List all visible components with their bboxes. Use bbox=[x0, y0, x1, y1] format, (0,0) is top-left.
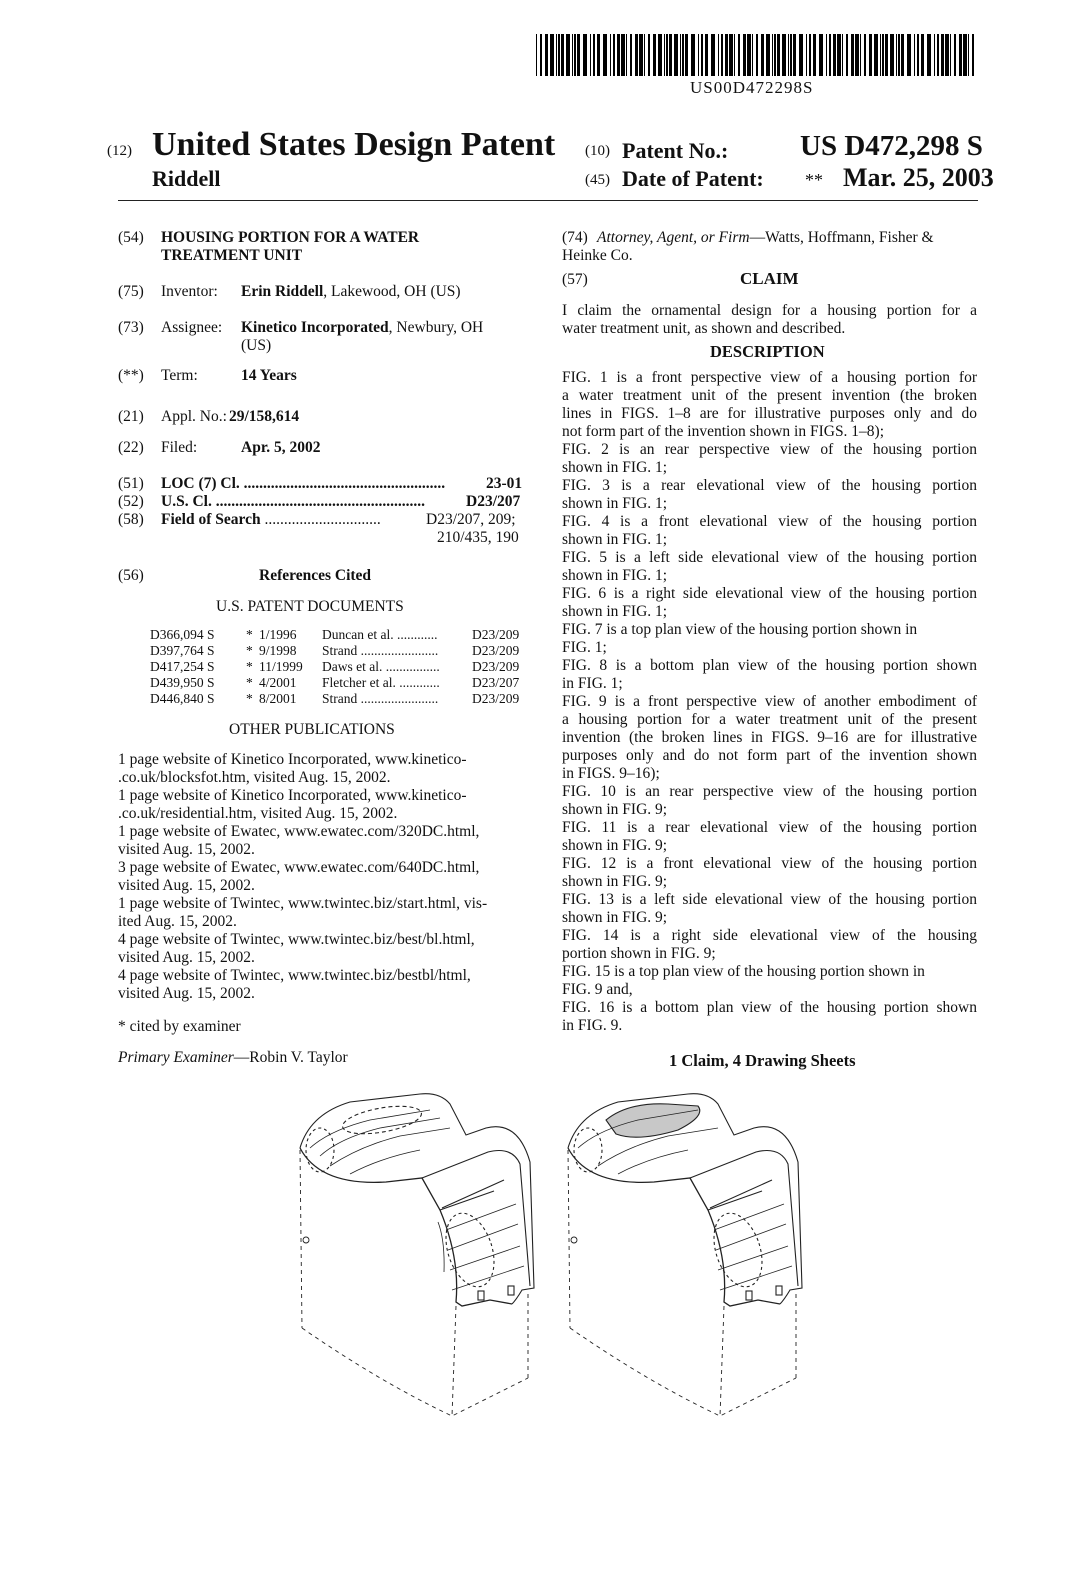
description-line: FIG. 6 is a right side elevational view of the housing portion bbox=[562, 585, 977, 602]
ref-num: D417,254 S bbox=[150, 659, 215, 674]
attorney-label: Attorney, Agent, or Firm bbox=[597, 229, 750, 246]
ref-star: * bbox=[246, 691, 253, 706]
code-45: (45) bbox=[585, 172, 610, 188]
ref-name: Strand ....................... bbox=[322, 691, 439, 706]
inventor-entry bbox=[241, 283, 461, 301]
other-publications-title: OTHER PUBLICATIONS bbox=[229, 721, 395, 738]
loc-cl-label: LOC (7) Cl. .................................................... bbox=[161, 475, 446, 492]
filed-value: Apr. 5, 2002 bbox=[241, 439, 321, 456]
description-line: FIG. 14 is a right side elevational view of the housing bbox=[562, 927, 977, 944]
description-line: shown in FIG. 9; bbox=[562, 801, 668, 818]
code-12: (12) bbox=[107, 143, 132, 159]
primary-examiner-name: —Robin V. Taylor bbox=[233, 1049, 348, 1066]
publication-line: 1 page website of Ewatec, www.ewatec.com/320DC.html, bbox=[118, 823, 480, 840]
ref-star: * bbox=[246, 659, 253, 674]
description-line: in FIGS. 9–16); bbox=[562, 765, 660, 782]
description-line: shown in FIG. 1; bbox=[562, 459, 668, 476]
patent-no-label: Patent No.: bbox=[622, 138, 729, 163]
assignee-label: Assignee: bbox=[161, 319, 223, 336]
field-of-search-value: D23/207, 209; bbox=[426, 511, 516, 528]
field-of-search bbox=[161, 511, 423, 529]
term-label: Term: bbox=[161, 367, 198, 384]
publication-line: 1 page website of Kinetico Incorporated, www.kinetico- bbox=[118, 751, 467, 768]
figure-front-perspective bbox=[300, 1094, 534, 1416]
references-cited-title: References Cited bbox=[259, 567, 372, 584]
description-title: DESCRIPTION bbox=[710, 342, 825, 361]
attorney-value: —Watts, Hoffmann, Fisher & bbox=[749, 229, 934, 246]
description-line: portion shown in FIG. 9; bbox=[562, 945, 716, 962]
description-line: a housing portion for a water treatment unit of the present bbox=[562, 711, 977, 728]
description-line: shown in FIG. 1; bbox=[562, 567, 668, 584]
title-line-2: TREATMENT UNIT bbox=[161, 247, 303, 264]
ref-date: 8/2001 bbox=[259, 691, 297, 706]
ref-cls: D23/209 bbox=[472, 659, 520, 674]
claim-text-2: water treatment unit, as shown and described. bbox=[562, 320, 846, 337]
ref-cls: D23/209 bbox=[472, 691, 520, 706]
term-code: (**) bbox=[118, 367, 144, 384]
ref-date: 4/2001 bbox=[259, 675, 297, 690]
ref-date: 1/1996 bbox=[259, 627, 297, 642]
field-52-code: (52) bbox=[118, 493, 144, 510]
publication-line: visited Aug. 15, 2002. bbox=[118, 841, 255, 858]
description-line: FIG. 7 is a top plan view of the housing portion shown in bbox=[562, 621, 918, 638]
field-73-code: (73) bbox=[118, 319, 144, 336]
field-22-code: (22) bbox=[118, 439, 144, 456]
description-line: purposes only and do not form part of the invention shown bbox=[562, 747, 977, 764]
publication-line: 4 page website of Twintec, www.twintec.biz/best/bl.html, bbox=[118, 931, 475, 948]
ref-name: Duncan et al. ............ bbox=[322, 627, 438, 642]
publication-line: visited Aug. 15, 2002. bbox=[118, 949, 255, 966]
claim-text-1: I claim the ornamental design for a housing portion for a bbox=[562, 302, 977, 319]
ref-name: Daws et al. ................ bbox=[322, 659, 440, 674]
title-line-1: HOUSING PORTION FOR A WATER bbox=[161, 229, 420, 246]
header-rule bbox=[118, 200, 978, 201]
ref-star: * bbox=[246, 627, 253, 642]
description-line: shown in FIG. 1; bbox=[562, 531, 668, 548]
ref-date: 9/1998 bbox=[259, 643, 297, 658]
us-patent-documents-title: U.S. PATENT DOCUMENTS bbox=[216, 598, 404, 615]
ref-name: Fletcher et al. ............ bbox=[322, 675, 440, 690]
description-line: FIG. 2 is an rear perspective view of the housing portion bbox=[562, 441, 977, 458]
term-value: 14 Years bbox=[241, 367, 297, 384]
ref-num: D366,094 S bbox=[150, 627, 215, 642]
description-line: FIG. 15 is a top plan view of the housing portion shown in bbox=[562, 963, 925, 980]
description-line: FIG. 1; bbox=[562, 639, 607, 656]
ref-cls: D23/209 bbox=[472, 643, 520, 658]
barcode bbox=[536, 34, 978, 76]
field-58-code: (58) bbox=[118, 511, 144, 528]
appl-no-label: Appl. No.: bbox=[161, 408, 227, 425]
description-line: FIG. 3 is a rear elevational view of the housing portion bbox=[562, 477, 977, 494]
field-75-code: (75) bbox=[118, 283, 144, 300]
description-line: shown in FIG. 9; bbox=[562, 873, 668, 890]
ref-num: D446,840 S bbox=[150, 691, 215, 706]
ref-num: D397,764 S bbox=[150, 643, 215, 658]
description-line: in FIG. 9. bbox=[562, 1017, 623, 1034]
description-line: FIG. 9 and, bbox=[562, 981, 633, 998]
description-line: FIG. 4 is a front elevational view of the housing portion bbox=[562, 513, 977, 530]
field-51-code: (51) bbox=[118, 475, 144, 492]
description-line: FIG. 1 is a front perspective view of a housing portion for bbox=[562, 369, 977, 386]
description-line: FIG. 5 is a left side elevational view of the housing portion bbox=[562, 549, 977, 566]
field-of-search-value-2: 210/435, 190 bbox=[437, 529, 519, 546]
publication-line: ited Aug. 15, 2002. bbox=[118, 913, 237, 930]
description-line: FIG. 16 is a bottom plan view of the housing portion shown bbox=[562, 999, 977, 1016]
description-line: not form part of the invention shown in FIGS. 1–8); bbox=[562, 423, 885, 440]
attorney-value-2: Heinke Co. bbox=[562, 247, 633, 264]
inventor-label: Inventor: bbox=[161, 283, 218, 300]
description-line: shown in FIG. 9; bbox=[562, 837, 668, 854]
date-label: Date of Patent: bbox=[622, 166, 764, 191]
inventor-name: Erin Riddell bbox=[241, 283, 324, 300]
description-line: shown in FIG. 9; bbox=[562, 909, 668, 926]
ref-cls: D23/209 bbox=[472, 627, 520, 642]
field-of-search-dots: .............................. bbox=[260, 511, 381, 528]
ref-num: D439,950 S bbox=[150, 675, 215, 690]
ref-star: * bbox=[246, 643, 253, 658]
ref-cls: D23/207 bbox=[472, 675, 520, 690]
claims-summary: 1 Claim, 4 Drawing Sheets bbox=[669, 1051, 856, 1070]
ref-star: * bbox=[246, 675, 253, 690]
description-line: invention (the broken lines in FIGS. 9–16 are for illustrative bbox=[562, 729, 977, 746]
other-publications-list bbox=[118, 751, 530, 1003]
date-mark: ** bbox=[805, 170, 823, 190]
us-cl-value: D23/207 bbox=[466, 493, 521, 510]
description-line: FIG. 8 is a bottom plan view of the housing portion shown bbox=[562, 657, 977, 674]
inventor-location: , Lakewood, OH (US) bbox=[323, 283, 461, 300]
field-of-search-label: Field of Search bbox=[161, 511, 261, 528]
claim-title: CLAIM bbox=[740, 269, 799, 288]
description-line: lines in FIGS. 1–8 are for illustrative purposes only and do bbox=[562, 405, 977, 422]
ref-date: 11/1999 bbox=[259, 659, 303, 674]
figure-drawings bbox=[290, 1090, 850, 1430]
publication-line: 3 page website of Ewatec, www.ewatec.com/640DC.html, bbox=[118, 859, 480, 876]
publication-line: 1 page website of Twintec, www.twintec.biz/start.html, vis- bbox=[118, 895, 488, 912]
figure-alternate-perspective bbox=[568, 1094, 802, 1416]
field-57-code: (57) bbox=[562, 271, 588, 288]
description-line: shown in FIG. 1; bbox=[562, 603, 668, 620]
filed-label: Filed: bbox=[161, 439, 198, 456]
publication-line: 4 page website of Twintec, www.twintec.biz/bestbl/html, bbox=[118, 967, 471, 984]
description-line: FIG. 11 is a rear elevational view of the housing portion bbox=[562, 819, 977, 836]
description-line: a water treatment unit of the present invention (the broken bbox=[562, 387, 977, 404]
inventor-short: Riddell bbox=[152, 166, 221, 191]
patent-type-title: United States Design Patent bbox=[152, 126, 556, 163]
attorney bbox=[597, 229, 934, 247]
appl-no-value: 29/158,614 bbox=[229, 408, 300, 425]
field-56-code: (56) bbox=[118, 567, 144, 584]
description-line: in FIG. 1; bbox=[562, 675, 623, 692]
primary-examiner bbox=[118, 1049, 348, 1067]
patent-number: US D472,298 S bbox=[800, 130, 983, 162]
description-line: FIG. 10 is an rear perspective view of the housing portion bbox=[562, 783, 977, 800]
ref-name: Strand ....................... bbox=[322, 643, 439, 658]
description-list bbox=[562, 369, 977, 1035]
code-10: (10) bbox=[585, 143, 610, 159]
description-line: FIG. 12 is a front elevational view of the housing portion bbox=[562, 855, 977, 872]
assignee-location-2: (US) bbox=[241, 337, 272, 354]
publication-line: visited Aug. 15, 2002. bbox=[118, 985, 255, 1002]
assignee-entry bbox=[241, 319, 483, 337]
description-line: shown in FIG. 1; bbox=[562, 495, 668, 512]
publication-line: .co.uk/residential.htm, visited Aug. 15, 2002. bbox=[118, 805, 398, 822]
field-21-code: (21) bbox=[118, 408, 144, 425]
patent-date: Mar. 25, 2003 bbox=[843, 163, 994, 192]
document-number: US00D472298S bbox=[690, 78, 814, 97]
assignee-location: , Newbury, OH bbox=[388, 319, 484, 336]
publication-line: 1 page website of Kinetico Incorporated, www.kinetico- bbox=[118, 787, 467, 804]
loc-cl-value: 23-01 bbox=[486, 475, 523, 492]
field-74-code: (74) bbox=[562, 229, 588, 246]
us-cl-label: U.S. Cl. ...................................................... bbox=[161, 493, 425, 510]
publication-line: .co.uk/blocksfot.htm, visited Aug. 15, 2002. bbox=[118, 769, 391, 786]
cited-by-examiner-note: * cited by examiner bbox=[118, 1018, 241, 1035]
primary-examiner-label: Primary Examiner bbox=[118, 1049, 234, 1066]
description-line: FIG. 9 is a front perspective view of another embodiment of bbox=[562, 693, 977, 710]
description-line: FIG. 13 is a left side elevational view of the housing portion bbox=[562, 891, 977, 908]
field-54-code: (54) bbox=[118, 229, 144, 246]
publication-line: visited Aug. 15, 2002. bbox=[118, 877, 255, 894]
assignee-name: Kinetico Incorporated bbox=[241, 319, 389, 336]
